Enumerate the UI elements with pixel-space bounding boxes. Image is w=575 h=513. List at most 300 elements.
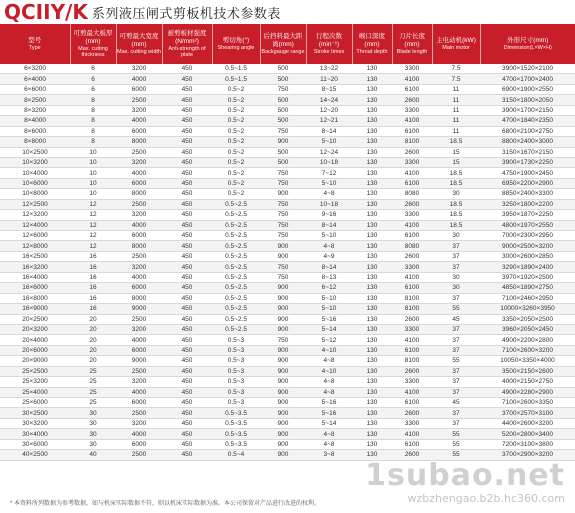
table-cell: 0.5~2.5 xyxy=(212,283,260,293)
table-row xyxy=(0,95,575,105)
table-cell: 8100 xyxy=(392,304,432,314)
table-row xyxy=(0,366,575,376)
table-cell: 2600 xyxy=(392,199,432,209)
table-cell: 0.5~3 xyxy=(212,377,260,387)
table-cell: 130 xyxy=(352,74,392,84)
table-cell: 30 xyxy=(70,429,116,439)
table-row xyxy=(0,398,575,408)
table-cell: 0.5~3 xyxy=(212,398,260,408)
table-cell: 450 xyxy=(162,137,212,147)
table-cell: 450 xyxy=(162,189,212,199)
table-cell: 8000 xyxy=(116,241,162,251)
table-cell: 0.5~3 xyxy=(212,387,260,397)
table-cell: 450 xyxy=(162,377,212,387)
table-cell: 16×9000 xyxy=(0,304,70,314)
table-cell: 16×3200 xyxy=(0,262,70,272)
table-cell: 40 xyxy=(70,450,116,460)
column-header xyxy=(352,24,392,64)
table-cell: 450 xyxy=(162,262,212,272)
table-cell: 450 xyxy=(162,84,212,94)
table-cell: 450 xyxy=(162,64,212,74)
title-bar xyxy=(0,0,575,24)
column-header-en: Anti-strength of plate xyxy=(168,45,206,58)
table-cell: 30×2500 xyxy=(0,408,70,418)
table-cell: 9~16 xyxy=(306,210,352,220)
table-cell: 3300 xyxy=(392,157,432,167)
table-row xyxy=(0,210,575,220)
table-cell: 16×2500 xyxy=(0,251,70,261)
table-cell: 4700×1840×2350 xyxy=(480,116,575,126)
table-cell: 3200 xyxy=(116,324,162,334)
spec-table xyxy=(0,24,575,461)
table-cell: 6100 xyxy=(392,283,432,293)
table-cell: 450 xyxy=(162,366,212,376)
table-cell: 6000 xyxy=(116,84,162,94)
table-row xyxy=(0,377,575,387)
table-cell: 6800×2100×2750 xyxy=(480,126,575,136)
table-cell: 750 xyxy=(260,178,306,188)
table-cell: 8 xyxy=(70,95,116,105)
table-cell: 130 xyxy=(352,366,392,376)
table-cell: 37 xyxy=(432,251,480,261)
table-cell: 4000 xyxy=(116,429,162,439)
table-cell: 4100 xyxy=(392,74,432,84)
table-cell: 10~18 xyxy=(306,157,352,167)
table-cell: 4100 xyxy=(392,220,432,230)
watermark-url: wzbzhengao.b2b.hc360.com xyxy=(407,492,565,505)
table-cell: 4~8 xyxy=(306,377,352,387)
table-cell: 16×4000 xyxy=(0,272,70,282)
table-cell: 7200×3100×3800 xyxy=(480,439,575,449)
table-cell: 4800×1970×2550 xyxy=(480,220,575,230)
table-cell: 8100 xyxy=(392,293,432,303)
column-header-cn: 可剪最大宽度(mm) xyxy=(119,32,159,48)
watermark-logo: 1subao.net xyxy=(365,458,565,493)
table-row xyxy=(0,251,575,261)
table-cell: 130 xyxy=(352,220,392,230)
column-header-en: Type xyxy=(28,44,41,51)
table-cell: 30×3200 xyxy=(0,418,70,428)
table-cell: 3200 xyxy=(116,418,162,428)
table-cell: 4100 xyxy=(392,429,432,439)
table-cell: 6×4000 xyxy=(0,74,70,84)
column-header-en: Blade length xyxy=(396,48,428,55)
table-cell: 5~10 xyxy=(306,178,352,188)
table-cell: 450 xyxy=(162,74,212,84)
table-cell: 3300 xyxy=(392,418,432,428)
table-cell: 8000 xyxy=(116,137,162,147)
column-header xyxy=(0,24,70,64)
table-cell: 6 xyxy=(70,64,116,74)
table-cell: 3900×1520×2100 xyxy=(480,64,575,74)
table-cell: 11 xyxy=(432,126,480,136)
table-cell: 0.5~2.5 xyxy=(212,304,260,314)
table-cell: 16×6000 xyxy=(0,283,70,293)
table-cell: 6~12 xyxy=(306,283,352,293)
column-header-cn: 外形尺寸(mm) xyxy=(507,36,549,44)
brand-logo: QCIIY/K xyxy=(4,0,88,24)
table-cell: 6100 xyxy=(392,345,432,355)
table-cell: 6100 xyxy=(392,84,432,94)
table-cell: 25 xyxy=(70,398,116,408)
table-cell: 3~8 xyxy=(306,450,352,460)
table-cell: 900 xyxy=(260,366,306,376)
column-header-en: Shearing angle xyxy=(217,44,255,51)
table-cell: 16 xyxy=(70,262,116,272)
table-cell: 6100 xyxy=(392,398,432,408)
table-cell: 2500 xyxy=(116,147,162,157)
table-cell: 0.5~3.5 xyxy=(212,418,260,428)
column-header-cn: 刀片长度(mm) xyxy=(399,32,425,48)
table-cell: 2600 xyxy=(392,314,432,324)
table-cell: 45 xyxy=(432,398,480,408)
table-cell: 10 xyxy=(70,189,116,199)
table-cell: 0.5~2 xyxy=(212,84,260,94)
table-cell: 3960×2050×2450 xyxy=(480,324,575,334)
table-cell: 5~16 xyxy=(306,314,352,324)
table-cell: 5200×2800×3400 xyxy=(480,429,575,439)
table-cell: 0.5~2.5 xyxy=(212,262,260,272)
table-cell: 750 xyxy=(260,272,306,282)
table-cell: 0.5~2 xyxy=(212,126,260,136)
table-cell: 0.5~2 xyxy=(212,147,260,157)
table-cell: 130 xyxy=(352,64,392,74)
table-cell: 10×3200 xyxy=(0,157,70,167)
table-cell: 900 xyxy=(260,283,306,293)
table-cell: 6000 xyxy=(116,283,162,293)
table-row xyxy=(0,418,575,428)
table-row xyxy=(0,262,575,272)
table-cell: 8080 xyxy=(392,241,432,251)
table-cell: 130 xyxy=(352,241,392,251)
table-cell: 8 xyxy=(70,137,116,147)
table-cell: 3290×1890×2400 xyxy=(480,262,575,272)
column-header-en: Dimension(L×W×H) xyxy=(503,44,552,51)
table-cell: 16 xyxy=(70,293,116,303)
table-row xyxy=(0,64,575,74)
table-cell: 0.5~2.5 xyxy=(212,314,260,324)
table-cell: 450 xyxy=(162,272,212,282)
table-cell: 130 xyxy=(352,95,392,105)
table-cell: 450 xyxy=(162,283,212,293)
table-cell: 8000 xyxy=(116,189,162,199)
table-cell: 12~20 xyxy=(306,105,352,115)
table-cell: 18.5 xyxy=(432,137,480,147)
table-cell: 450 xyxy=(162,251,212,261)
table-cell: 6000 xyxy=(116,178,162,188)
table-row xyxy=(0,126,575,136)
table-cell: 130 xyxy=(352,105,392,115)
table-cell: 500 xyxy=(260,157,306,167)
table-cell: 20 xyxy=(70,335,116,345)
table-cell: 900 xyxy=(260,189,306,199)
table-cell: 2500 xyxy=(116,408,162,418)
table-cell: 8×6000 xyxy=(0,126,70,136)
table-cell: 0.5~3.5 xyxy=(212,429,260,439)
table-cell: 450 xyxy=(162,199,212,209)
table-cell: 18.5 xyxy=(432,210,480,220)
table-row xyxy=(0,439,575,449)
table-cell: 450 xyxy=(162,178,212,188)
table-cell: 0.5~2.5 xyxy=(212,231,260,241)
table-cell: 15 xyxy=(432,147,480,157)
table-cell: 8~14 xyxy=(306,220,352,230)
table-cell: 0.5~3 xyxy=(212,345,260,355)
table-cell: 4900×2280×2900 xyxy=(480,387,575,397)
table-cell: 8×2500 xyxy=(0,95,70,105)
table-cell: 750 xyxy=(260,231,306,241)
table-cell: 25×2500 xyxy=(0,366,70,376)
table-row xyxy=(0,84,575,94)
table-cell: 25×3200 xyxy=(0,377,70,387)
table-cell: 0.5~2 xyxy=(212,157,260,167)
table-cell: 450 xyxy=(162,408,212,418)
table-cell: 14~24 xyxy=(306,95,352,105)
table-cell: 6 xyxy=(70,74,116,84)
table-cell: 900 xyxy=(260,377,306,387)
table-cell: 30 xyxy=(432,189,480,199)
table-row xyxy=(0,387,575,397)
table-row xyxy=(0,189,575,199)
table-cell: 5~10 xyxy=(306,137,352,147)
column-header-en: Max. cutting width xyxy=(116,48,162,55)
table-cell: 450 xyxy=(162,231,212,241)
table-cell: 450 xyxy=(162,241,212,251)
table-cell: 5~16 xyxy=(306,408,352,418)
table-cell: 55 xyxy=(432,356,480,366)
table-cell: 750 xyxy=(260,84,306,94)
table-cell: 0.5~2.5 xyxy=(212,293,260,303)
table-row xyxy=(0,408,575,418)
table-cell: 4000 xyxy=(116,335,162,345)
table-cell: 3200 xyxy=(116,105,162,115)
table-cell: 9000×2500×3200 xyxy=(480,241,575,251)
table-cell: 0.5~2 xyxy=(212,95,260,105)
table-cell: 30×6000 xyxy=(0,439,70,449)
table-cell: 0.5~2.5 xyxy=(212,324,260,334)
table-cell: 450 xyxy=(162,356,212,366)
table-cell: 500 xyxy=(260,105,306,115)
table-cell: 37 xyxy=(432,324,480,334)
table-cell: 12 xyxy=(70,220,116,230)
table-cell: 450 xyxy=(162,429,212,439)
table-cell: 10 xyxy=(70,147,116,157)
table-cell: 450 xyxy=(162,398,212,408)
table-cell: 4~8 xyxy=(306,356,352,366)
table-cell: 4~8 xyxy=(306,429,352,439)
table-cell: 5~10 xyxy=(306,304,352,314)
table-cell: 8 xyxy=(70,105,116,115)
table-cell: 3300 xyxy=(392,262,432,272)
table-cell: 16 xyxy=(70,304,116,314)
table-row xyxy=(0,168,575,178)
table-cell: 18.5 xyxy=(432,168,480,178)
table-cell: 130 xyxy=(352,335,392,345)
table-cell: 450 xyxy=(162,116,212,126)
table-cell: 6000 xyxy=(116,126,162,136)
table-cell: 0.5~2.5 xyxy=(212,199,260,209)
table-cell: 12~21 xyxy=(306,116,352,126)
table-cell: 750 xyxy=(260,168,306,178)
table-cell: 900 xyxy=(260,304,306,314)
table-cell: 3300 xyxy=(392,105,432,115)
column-header xyxy=(116,24,162,64)
table-cell: 12 xyxy=(70,210,116,220)
table-cell: 0.5~2.5 xyxy=(212,210,260,220)
table-cell: 130 xyxy=(352,408,392,418)
table-cell: 4750×1900×2450 xyxy=(480,168,575,178)
table-cell: 9000 xyxy=(116,304,162,314)
table-cell: 2600 xyxy=(392,408,432,418)
table-cell: 3350×2050×2500 xyxy=(480,314,575,324)
table-cell: 25 xyxy=(70,366,116,376)
table-cell: 12 xyxy=(70,241,116,251)
table-cell: 45 xyxy=(432,314,480,324)
table-cell: 8×3200 xyxy=(0,105,70,115)
table-cell: 8850×2400×3300 xyxy=(480,189,575,199)
table-cell: 20×9000 xyxy=(0,356,70,366)
table-cell: 450 xyxy=(162,147,212,157)
table-cell: 16 xyxy=(70,251,116,261)
table-cell: 130 xyxy=(352,387,392,397)
table-cell: 6900×1900×2550 xyxy=(480,84,575,94)
column-header xyxy=(162,24,212,64)
table-cell: 750 xyxy=(260,262,306,272)
table-row xyxy=(0,220,575,230)
table-row xyxy=(0,293,575,303)
table-cell: 0.5~2 xyxy=(212,137,260,147)
table-cell: 11 xyxy=(432,116,480,126)
table-cell: 900 xyxy=(260,345,306,355)
table-cell: 10×4000 xyxy=(0,168,70,178)
table-cell: 130 xyxy=(352,84,392,94)
table-cell: 750 xyxy=(260,199,306,209)
table-cell: 37 xyxy=(432,377,480,387)
table-cell: 130 xyxy=(352,116,392,126)
table-cell: 13~22 xyxy=(306,64,352,74)
table-row xyxy=(0,345,575,355)
table-cell: 130 xyxy=(352,210,392,220)
table-cell: 5~12 xyxy=(306,335,352,345)
table-cell: 130 xyxy=(352,157,392,167)
column-header xyxy=(480,24,575,64)
table-cell: 7100×2600×3350 xyxy=(480,398,575,408)
table-cell: 12×6000 xyxy=(0,231,70,241)
table-cell: 25×6000 xyxy=(0,398,70,408)
table-cell: 450 xyxy=(162,220,212,230)
table-cell: 450 xyxy=(162,450,212,460)
table-cell: 0.5~2.5 xyxy=(212,220,260,230)
table-cell: 12×4000 xyxy=(0,220,70,230)
table-cell: 55 xyxy=(432,439,480,449)
table-cell: 750 xyxy=(260,210,306,220)
table-cell: 20×3200 xyxy=(0,324,70,334)
column-header-cn: 后挡料最大距离(mm) xyxy=(263,32,303,48)
table-cell: 500 xyxy=(260,147,306,157)
table-cell: 900 xyxy=(260,439,306,449)
column-header-cn: 喉口深度(mm) xyxy=(359,32,385,48)
table-cell: 130 xyxy=(352,178,392,188)
table-cell: 20 xyxy=(70,324,116,334)
table-cell: 3900×1700×2150 xyxy=(480,105,575,115)
table-cell: 9000 xyxy=(116,356,162,366)
table-cell: 0.5~3.5 xyxy=(212,439,260,449)
table-cell: 5~10 xyxy=(306,293,352,303)
table-cell: 25 xyxy=(70,387,116,397)
table-cell: 10×2500 xyxy=(0,147,70,157)
column-header-cn: 被剪板材强度(N/mm²) xyxy=(167,29,207,45)
table-cell: 750 xyxy=(260,335,306,345)
table-row xyxy=(0,304,575,314)
table-cell: 3970×1920×2500 xyxy=(480,272,575,282)
table-cell: 750 xyxy=(260,126,306,136)
table-cell: 4400×2600×3200 xyxy=(480,418,575,428)
table-cell: 130 xyxy=(352,199,392,209)
table-cell: 16 xyxy=(70,283,116,293)
table-cell: 130 xyxy=(352,293,392,303)
table-cell: 16×8000 xyxy=(0,293,70,303)
table-cell: 6 xyxy=(70,84,116,94)
table-cell: 130 xyxy=(352,450,392,460)
table-cell: 130 xyxy=(352,429,392,439)
table-cell: 10000×3260×3950 xyxy=(480,304,575,314)
table-cell: 130 xyxy=(352,283,392,293)
table-cell: 55 xyxy=(432,450,480,460)
table-row xyxy=(0,74,575,84)
table-cell: 11 xyxy=(432,95,480,105)
table-cell: 450 xyxy=(162,304,212,314)
table-cell: 4900×2200×2800 xyxy=(480,335,575,345)
table-row xyxy=(0,157,575,167)
table-cell: 18.5 xyxy=(432,199,480,209)
column-header xyxy=(432,24,480,64)
table-cell: 3900×1730×2250 xyxy=(480,157,575,167)
table-cell: 130 xyxy=(352,251,392,261)
table-cell: 900 xyxy=(260,137,306,147)
table-cell: 900 xyxy=(260,293,306,303)
table-cell: 7000×2300×2950 xyxy=(480,231,575,241)
table-cell: 4100 xyxy=(392,116,432,126)
table-row xyxy=(0,137,575,147)
table-cell: 130 xyxy=(352,324,392,334)
table-cell: 16 xyxy=(70,272,116,282)
table-cell: 0.5~3 xyxy=(212,366,260,376)
table-cell: 900 xyxy=(260,387,306,397)
table-cell: 450 xyxy=(162,157,212,167)
table-cell: 4~8 xyxy=(306,189,352,199)
table-cell: 5~14 xyxy=(306,324,352,334)
table-cell: 450 xyxy=(162,314,212,324)
table-row xyxy=(0,105,575,115)
table-cell: 450 xyxy=(162,387,212,397)
page-title: 系列液压闸式剪板机技术参数表 xyxy=(91,5,281,21)
table-body xyxy=(0,64,575,460)
table-cell: 3200 xyxy=(116,157,162,167)
spec-table-container xyxy=(0,24,575,461)
table-cell: 130 xyxy=(352,356,392,366)
table-row xyxy=(0,147,575,157)
table-cell: 6000 xyxy=(116,398,162,408)
table-cell: 130 xyxy=(352,418,392,428)
table-row xyxy=(0,324,575,334)
table-cell: 4100 xyxy=(392,168,432,178)
table-cell: 4850×1890×2750 xyxy=(480,283,575,293)
table-cell: 0.5~2 xyxy=(212,178,260,188)
table-cell: 18.5 xyxy=(432,178,480,188)
table-cell: 130 xyxy=(352,262,392,272)
table-cell: 4~8 xyxy=(306,439,352,449)
table-cell: 450 xyxy=(162,126,212,136)
